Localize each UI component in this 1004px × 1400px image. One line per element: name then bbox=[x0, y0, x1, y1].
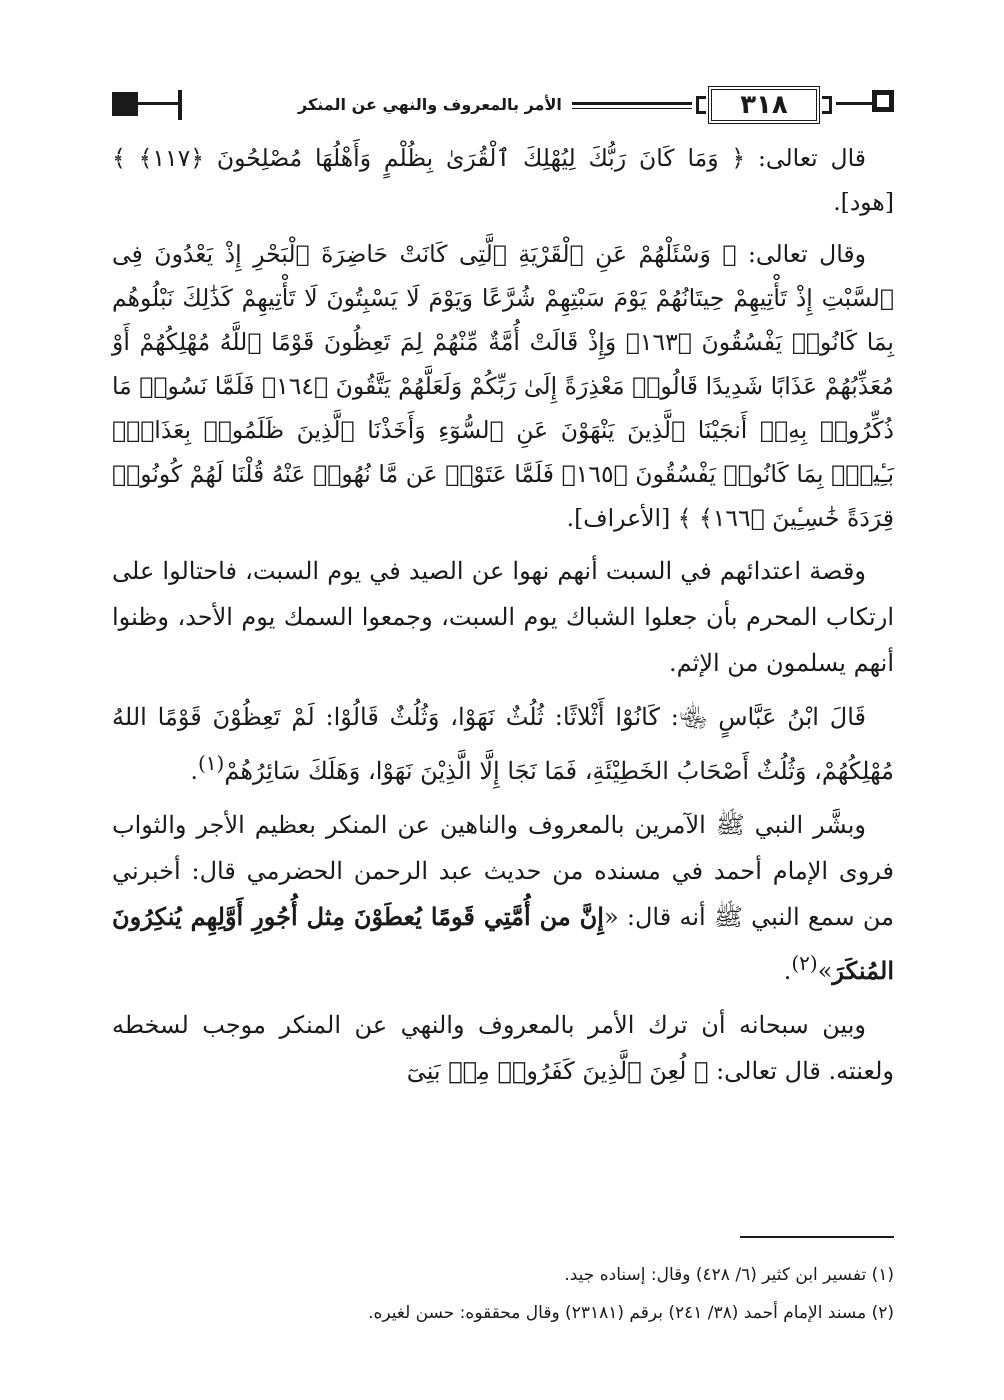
main-text bbox=[112, 136, 894, 1102]
paragraph-curse: وبين سبحانه أن ترك الأمر بالمعروف والنهي عن المنكر موجب لسخطه ولعنته. قال تعالى: ﴿ لُعِنَ ٱلَّذِينَ كَفَرُوا۟ مِنۢ بَنِىٓ bbox=[112, 1011, 894, 1085]
header-rule-left bbox=[138, 102, 178, 105]
footnote-ref-2[interactable]: (٢) bbox=[791, 951, 818, 975]
footnotes bbox=[112, 1256, 894, 1332]
footnote-divider bbox=[740, 1236, 894, 1238]
footnote-ref-1[interactable]: (١) bbox=[197, 751, 225, 775]
ibn-abbas-text: قَالَ ابْنُ عَبَّاسٍ ﵄: كَانُوْا أَثْلاثًا: ثُلُثٌ نَهَوْا، وَثُلُثٌ قَالُوْا: لَمْ تَعِظُوْنَ قَوْمًا اللهُ مُهْلِكُهُمْ، وَثُلُثٌ أَصْحَابُ الخَطِيْئَةِ، فَمَا نَجَا إِلَّا الَّذِيْنَ نَهَوْا، وَهَلَكَ سَائِرُهُمْ bbox=[112, 703, 894, 785]
header-right-square bbox=[872, 90, 894, 112]
header-rule-right bbox=[836, 102, 876, 105]
paragraph-hadith bbox=[112, 802, 894, 994]
quote-close: » bbox=[817, 957, 833, 985]
sentence-end: . bbox=[783, 957, 792, 985]
running-title: الأمر بالمعروف والنهي عن المنكر bbox=[288, 90, 572, 120]
footnote-1: (١) تفسير ابن كثير (٦/ ٤٢٨) وقال: إسناده جيد. bbox=[564, 1265, 894, 1285]
header-left-block bbox=[112, 92, 138, 116]
hadith-intro: وبشَّر النبي ﷺ الآمرين بالمعروف والناهين عن المنكر بعظيم الأجر والثواب فروى الإمام أحمد في مسنده من حديث عبد الرحمن الحضرمي قال: أخبرني من سمع النبي ﷺ أنه قال: « bbox=[112, 811, 895, 931]
header-tick bbox=[178, 90, 182, 120]
footnote-2: (٢) مسند الإمام أحمد (٣٨/ ٢٤١) برقم (٢٣١٨١) وقال محققوه: حسن لغيره. bbox=[368, 1303, 894, 1323]
page-number-box bbox=[708, 86, 820, 124]
page-header bbox=[112, 86, 894, 126]
paragraph-sabbath-story: وقصة اعتدائهم في السبت أنهم نهوا عن الصيد في يوم السبت، فاحتالوا على ارتكاب المحرم بأن جعلوا الشباك يوم السبت، وجمعوا السمك يوم الأحد، وظنوا أنهم يسلمون من الإثم. bbox=[112, 557, 894, 677]
paragraph-araf-verses: وقال تعالى: ﴿ وَسْئَلْهُمْ عَنِ ٱلْقَرْيَةِ ٱلَّتِى كَانَتْ حَاضِرَةَ ٱلْبَحْرِ إِذْ يَعْدُونَ فِى ٱلسَّبْتِ إِذْ تَأْتِيهِمْ حِيتَانُهُمْ يَوْمَ سَبْتِهِمْ شُرَّعًا وَيَوْمَ لَا يَسْبِتُونَ لَا تَأْتِيهِمْ كَذَٰلِكَ نَبْلُوهُم بِمَا كَانُوا۟ يَفْسُقُونَ ﴿١٦٣﴾ وَإِذْ قَالَتْ أُمَّةٌ مِّنْهُمْ لِمَ تَعِظُونَ قَوْمًا ٱللَّهُ مُهْلِكُهُمْ أَوْ مُعَذِّبُهُمْ عَذَابًا شَدِيدًا قَالُوا۟ مَعْذِرَةً إِلَىٰ رَبِّكُمْ وَلَعَلَّهُمْ يَتَّقُونَ ﴿١٦٤﴾ فَلَمَّا نَسُوا۟ مَا ذُكِّرُوا۟ بِهِۦٓ أَنجَيْنَا ٱلَّذِينَ يَنْهَوْنَ عَنِ ٱلسُّوٓءِ وَأَخَذْنَا ٱلَّذِينَ ظَلَمُوا۟ بِعَذَابٍۭ بَـِٔيسٍۭ بِمَا كَانُوا۟ يَفْسُقُونَ ﴿١٦٥﴾ فَلَمَّا عَتَوْا۟ عَن مَّا نُهُوا۟ عَنْهُ قُلْنَا لَهُمْ كُونُوا۟ قِرَدَةً خَٰسِـِٔينَ ﴿١٦٦﴾ ﴾ [الأعراف]. bbox=[112, 240, 894, 532]
paragraph-hud-verse: قال تعالى: ﴿ وَمَا كَانَ رَبُّكَ لِيُهْلِكَ ٱلْقُرَىٰ بِظُلْمٍ وَأَهْلُهَا مُصْلِحُونَ ﴿١١٧﴾ ﴾ [هود]. bbox=[112, 144, 894, 216]
page-number: ٣١٨ bbox=[740, 90, 788, 120]
hadith-text: إِنَّ من أُمَّتِي قَومًا يُعطَوْنَ مِثل أُجُورِ أَوَّلِهِم يُنكِرُونَ المُنكَرَ bbox=[112, 902, 894, 985]
paragraph-ibn-abbas bbox=[112, 694, 894, 794]
sentence-end: . bbox=[190, 757, 198, 785]
